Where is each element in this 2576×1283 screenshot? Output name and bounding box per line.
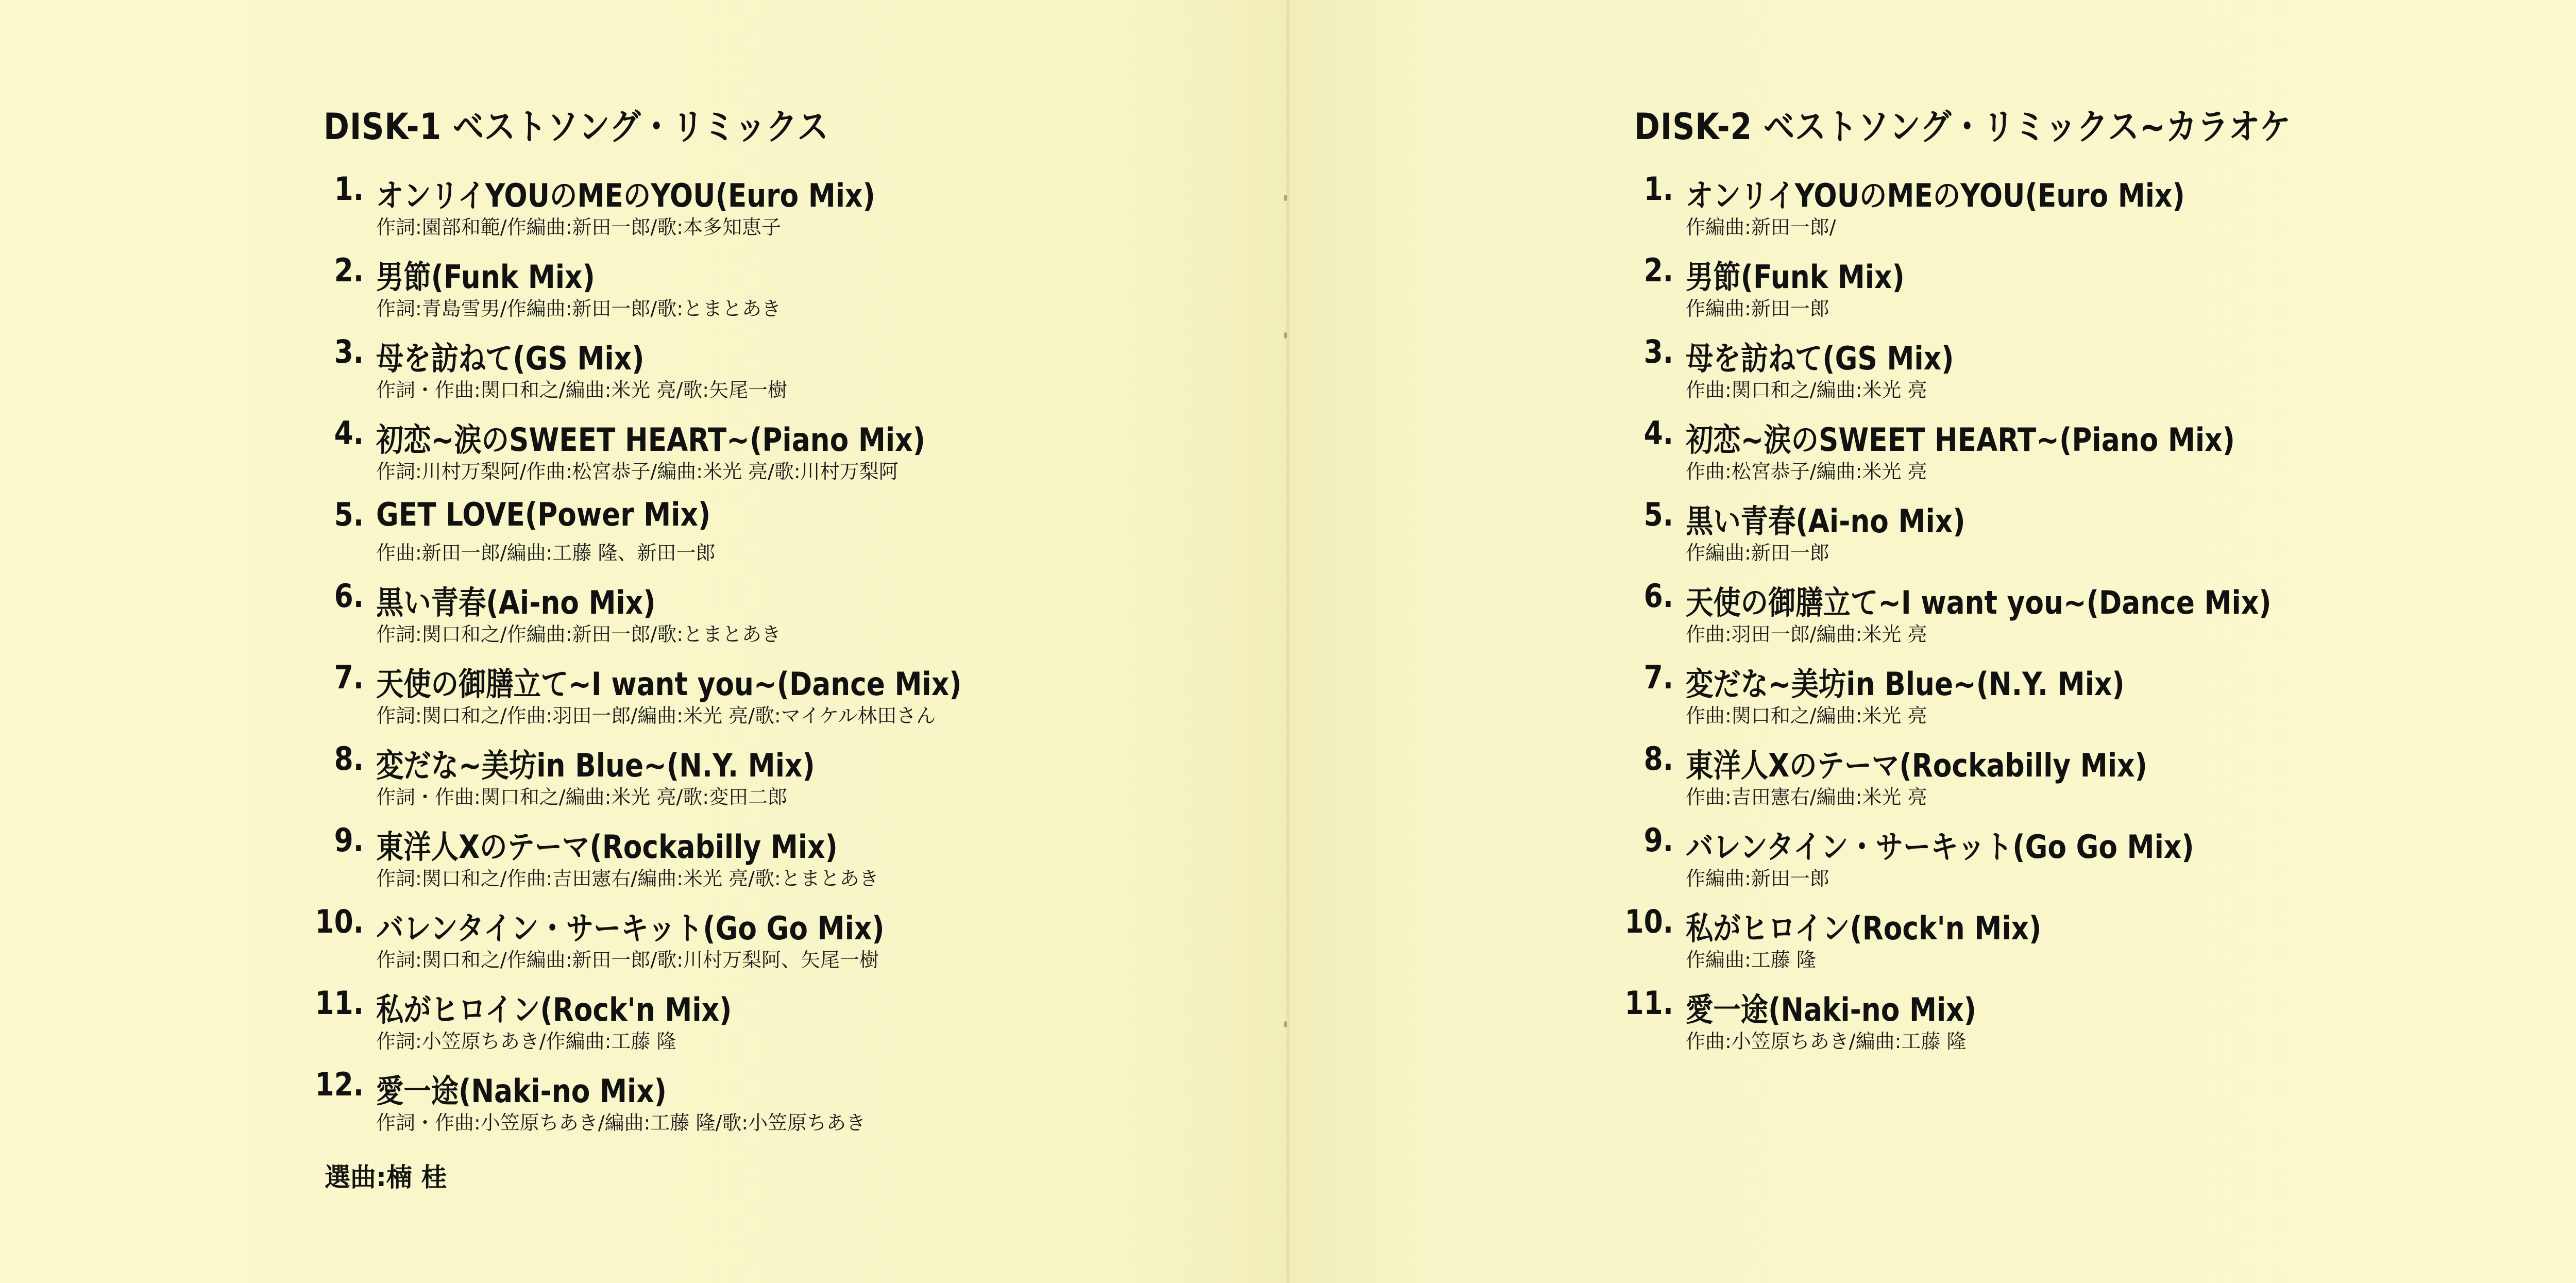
track-number: 11. <box>1624 984 1673 1022</box>
track-title: 黒い青春(Ai-no Mix) <box>1686 502 1965 540</box>
track-title: 母を訪ねて(GS Mix) <box>1686 340 1954 377</box>
track-credits: 作曲:吉田憲右/編曲:米光 亮 <box>1686 786 1927 808</box>
track-credits: 作詞:小笠原ちあき/作編曲:工藤 隆 <box>376 1030 676 1053</box>
track-number: 1. <box>1643 170 1673 208</box>
track-credits: 作詞・作曲:小笠原ちあき/編曲:工藤 隆/歌:小笠原ちあき <box>376 1111 866 1134</box>
track-number: 5. <box>1643 496 1673 533</box>
track-number: 4. <box>1643 414 1673 452</box>
track-number: 2. <box>1643 251 1673 289</box>
track-number: 7. <box>1643 659 1673 696</box>
track-number: 4. <box>334 414 364 452</box>
track-number: 10. <box>1624 903 1673 940</box>
track-number: 12. <box>315 1066 364 1103</box>
track-credits: 作曲:松宮恭子/編曲:米光 亮 <box>1686 460 1927 483</box>
track-credits: 作編曲:工藤 隆 <box>1686 949 1816 971</box>
track-credits: 作曲:羽田一郎/編曲:米光 亮 <box>1686 623 1927 646</box>
track-title: オンリイYOUのMEのYOU(Euro Mix) <box>1686 177 2185 214</box>
track-title: 東洋人Xのテーマ(Rockabilly Mix) <box>1686 747 2147 784</box>
track-credits: 作曲:小笠原ちあき/編曲:工藤 隆 <box>1686 1030 1967 1053</box>
track-title: オンリイYOUのMEのYOU(Euro Mix) <box>376 177 875 214</box>
track-number: 2. <box>334 251 364 289</box>
disk2-title: DISK-2 ベストソング・リミックス~カラオケ <box>1634 106 2292 148</box>
track-number: 10. <box>315 903 364 940</box>
track-number: 1. <box>334 170 364 208</box>
track-credits: 作詞・作曲:関口和之/編曲:米光 亮/歌:矢尾一樹 <box>376 379 788 401</box>
track-number: 3. <box>1643 333 1673 370</box>
track-title: 天使の御膳立て~I want you~(Dance Mix) <box>376 665 962 703</box>
track-credits: 作曲:関口和之/編曲:米光 亮 <box>1686 379 1927 401</box>
track-title: 初恋~涙のSWEET HEART~(Piano Mix) <box>376 421 925 459</box>
track-title: 黒い青春(Ai-no Mix) <box>376 584 656 621</box>
track-credits: 作詞:川村万梨阿/作曲:松宮恭子/編曲:米光 亮/歌:川村万梨阿 <box>376 460 899 483</box>
track-credits: 作詞:関口和之/作編曲:新田一郎/歌:とまとあき <box>376 623 782 646</box>
track-title: 東洋人Xのテーマ(Rockabilly Mix) <box>376 828 838 866</box>
track-title: 母を訪ねて(GS Mix) <box>376 340 645 377</box>
fold-mark <box>1284 195 1287 201</box>
track-number: 3. <box>334 333 364 370</box>
track-number: 6. <box>334 577 364 615</box>
track-credits: 作詞:関口和之/作曲:吉田憲右/編曲:米光 亮/歌:とまとあき <box>376 867 879 890</box>
track-title: 変だな~美坊in Blue~(N.Y. Mix) <box>376 747 815 784</box>
track-number: 7. <box>334 659 364 696</box>
track-title: 初恋~涙のSWEET HEART~(Piano Mix) <box>1686 421 2235 459</box>
track-title: 男節(Funk Mix) <box>1686 258 1905 296</box>
track-number: 8. <box>1643 740 1673 778</box>
track-credits: 作曲:新田一郎/編曲:工藤 隆、新田一郎 <box>376 542 716 564</box>
track-title: GET LOVE(Power Mix) <box>376 496 711 533</box>
track-credits: 作編曲:新田一郎 <box>1686 297 1829 320</box>
booklet-fold <box>1285 0 1291 1283</box>
track-number: 9. <box>334 821 364 859</box>
track-number: 11. <box>315 984 364 1022</box>
track-credits: 作詞:関口和之/作曲:羽田一郎/編曲:米光 亮/歌:マイケル林田さん <box>376 704 936 727</box>
track-title: 男節(Funk Mix) <box>376 258 595 296</box>
track-title: バレンタイン・サーキット(Go Go Mix) <box>376 909 885 947</box>
track-credits: 作曲:関口和之/編曲:米光 亮 <box>1686 704 1927 727</box>
selection-credit: 選曲:楠 桂 <box>325 1162 447 1192</box>
track-credits: 作詞・作曲:関口和之/編曲:米光 亮/歌:変田二郎 <box>376 786 788 808</box>
track-title: 愛一途(Naki-no Mix) <box>376 1072 667 1110</box>
track-credits: 作詞:関口和之/作編曲:新田一郎/歌:川村万梨阿、矢尾一樹 <box>376 949 879 971</box>
track-credits: 作詞:園部和範/作編曲:新田一郎/歌:本多知恵子 <box>376 216 782 239</box>
track-number: 6. <box>1643 577 1673 615</box>
track-credits: 作編曲:新田一郎 <box>1686 867 1829 890</box>
fold-mark <box>1284 332 1287 339</box>
track-credits: 作詞:青島雪男/作編曲:新田一郎/歌:とまとあき <box>376 297 782 320</box>
track-credits: 作編曲:新田一郎 <box>1686 542 1829 564</box>
track-title: バレンタイン・サーキット(Go Go Mix) <box>1686 828 2194 866</box>
fold-mark <box>1284 1021 1287 1027</box>
track-title: 私がヒロイン(Rock'n Mix) <box>1686 909 2042 947</box>
disk1-title: DISK-1 ベストソング・リミックス <box>324 106 829 148</box>
track-title: 私がヒロイン(Rock'n Mix) <box>376 991 732 1028</box>
track-title: 変だな~美坊in Blue~(N.Y. Mix) <box>1686 665 2125 703</box>
track-number: 5. <box>334 496 364 533</box>
track-credits: 作編曲:新田一郎/ <box>1686 216 1836 239</box>
track-number: 8. <box>334 740 364 778</box>
track-title: 愛一途(Naki-no Mix) <box>1686 991 1977 1028</box>
track-title: 天使の御膳立て~I want you~(Dance Mix) <box>1686 584 2272 621</box>
track-number: 9. <box>1643 821 1673 859</box>
